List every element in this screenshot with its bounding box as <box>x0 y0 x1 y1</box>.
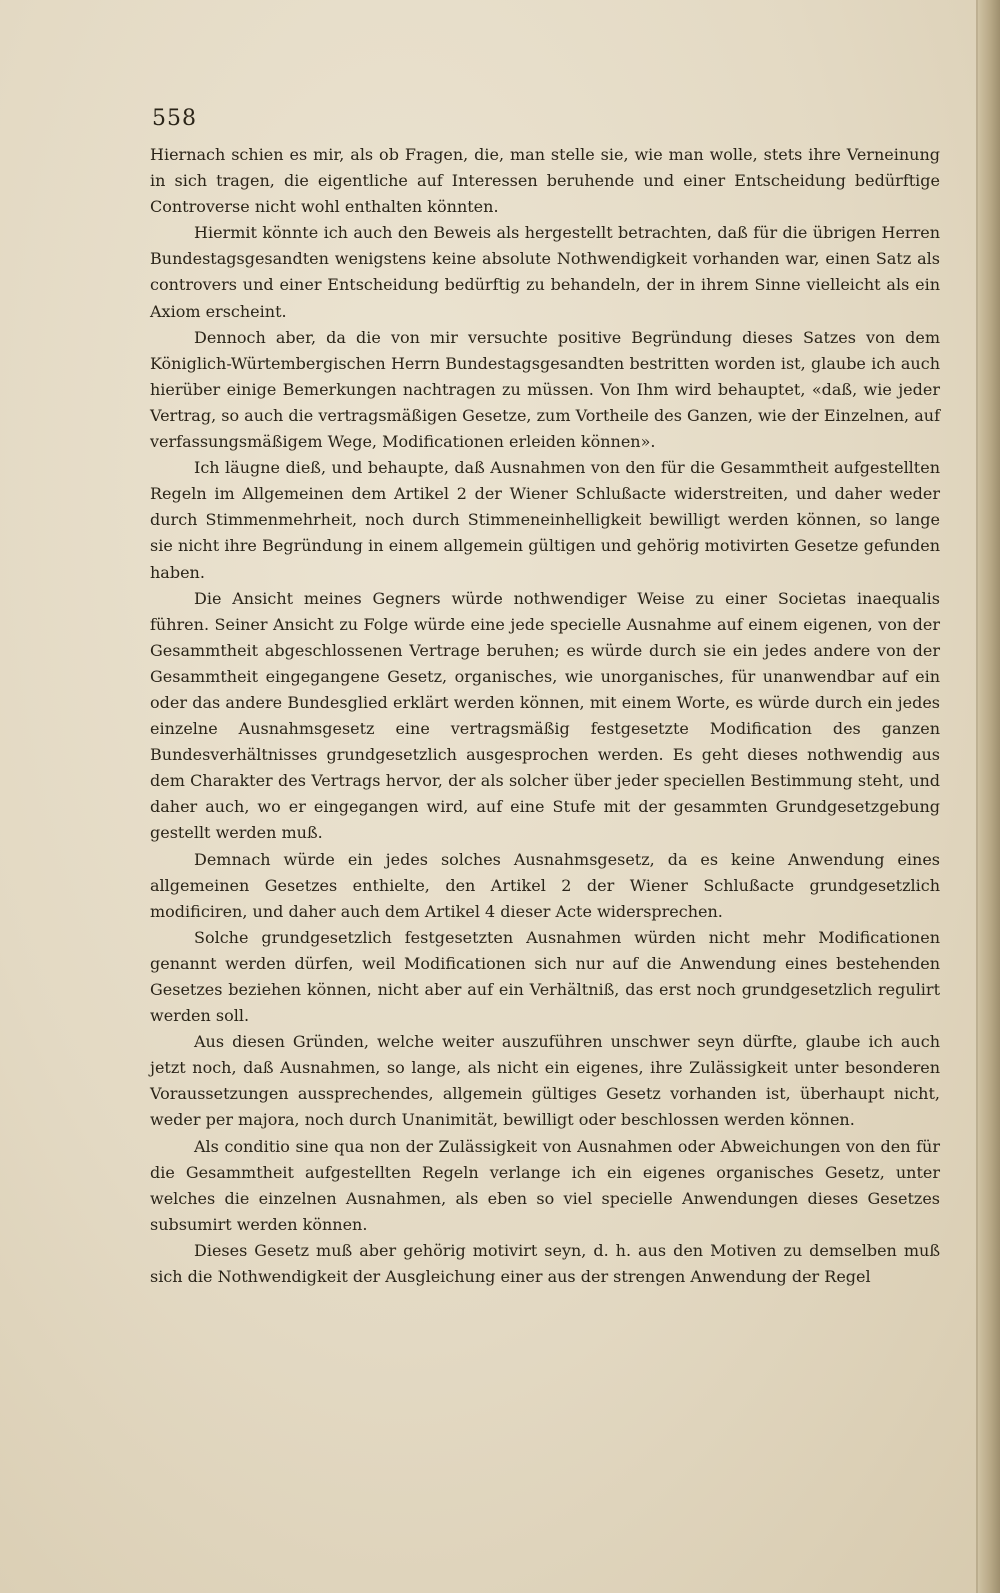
page-edge <box>978 0 1000 1593</box>
paragraph-10: Dieses Gesetz muß aber gehörig motivirt seyn, d. h. aus den Motiven zu demselben muß sich die Nothwendigkeit der Ausgleichung einer aus der strengen Anwendung der Regel <box>150 1240 940 1287</box>
paragraph-3: Dennoch aber, da die von mir versuchte positive Begründung dieses Satzes von dem Königlich-Würtembergischen Herrn Bundestagsgesandten bestritten worden ist, glaube ich auch hierüber einige Bemerkungen nachtragen zu müssen. Von Ihm wird behauptet, «daß, wie jeder Vertrag, so auch die vertragsmäßigen Gesetze, zum Vortheile des Ganzen, wie der Einzelnen, auf verfassungsmäßigem Wege, Modificationen erleiden können». <box>150 327 940 452</box>
paragraph-4: Ich läugne dieß, und behaupte, daß Ausnahmen von den für die Gesammtheit aufgestellten Regeln im Allgemeinen dem Artikel 2 der Wiener Schlußacte widerstreiten, und daher weder durch Stimmenmehrheit, noch durch Stimmeneinhelligkeit bewilligt werden können, so lange sie nicht ihre Begründung in einem allgemein gültigen und gehörig motivirten Gesetze gefunden haben. <box>150 458 940 582</box>
paragraph-8: Aus diesen Gründen, welche weiter auszuführen unschwer seyn dürfte, glaube ich auch jetzt noch, daß Ausnahmen, so lange, als nicht ein eigenes, ihre Zulässigkeit unter besonderen Voraussetzungen aussprechendes, allgemein gültiges Gesetz vorhanden ist, überhaupt nicht, weder per majora, noch durch Unanimität, bewilligt oder beschlossen werden können. <box>150 1032 940 1130</box>
paragraph-5: Die Ansicht meines Gegners würde nothwendiger Weise zu einer Societas inaequalis führen. Seiner Ansicht zu Folge würde eine jede specielle Ausnahme auf einem eigenen, von der Gesammtheit abgeschlossenen Vertrage beruhen; es würde durch sie ein jedes andere von der Gesammtheit eingegangene Gesetz, organisches, wie unorganisches, für unanwendbar auf ein oder das andere Bundesglied erklärt werden können, mit einem Worte, es würde durch ein jedes einzelne Ausnahmsgesetz eine vertragsmäßig festgesetzte Modification des ganzen Bundesverhältnisses grundgesetzlich ausgesprochen werden. Es geht dieses nothwendig aus dem Charakter des Vertrags hervor, der als solcher über jeder speciellen Bestimmung steht, und daher auch, wo er eingegangen wird, auf eine Stufe mit der gesammten Grundgesetzgebung gestellt werden muß. <box>150 588 940 843</box>
paragraph-1: Hiernach schien es mir, als ob Fragen, die, man stelle sie, wie man wolle, stets ihre Verneinung in sich tragen, die eigentliche auf Interessen beruhende und einer Entscheidung bedürftige Controverse nicht wohl enthalten könnten. <box>150 145 940 217</box>
paragraph-2: Hiermit könnte ich auch den Beweis als hergestellt betrachten, daß für die übrigen Herren Bundestagsgesandten wenigstens keine absolute Nothwendigkeit vorhanden war, einen Satz als controvers und einer Entscheidung bedürftig zu behandeln, der in ihrem Sinne vielleicht als ein Axiom erscheint. <box>150 223 940 321</box>
page-number: 558 <box>152 106 197 131</box>
paragraph-9: Als conditio sine qua non der Zulässigkeit von Ausnahmen oder Abweichungen von den für die Gesammtheit aufgestellten Regeln verlange ich ein eigenes organisches Gesetz, unter welches die einzelnen Ausnahmen, als eben so viel specielle Anwendungen dieses Gesetzes subsumirt werden können. <box>150 1136 940 1234</box>
paragraph-7: Solche grundgesetzlich festgesetzten Ausnahmen würden nicht mehr Modificationen genannt werden dürfen, weil Modificationen sich nur auf die Anwendung eines bestehenden Gesetzes beziehen können, nicht aber auf ein Verhältniß, das erst noch grundgesetzlich regulirt werden soll. <box>150 927 940 1026</box>
body-text <box>150 142 940 1290</box>
paragraph-6: Demnach würde ein jedes solches Ausnahmsgesetz, da es keine Anwendung eines allgemeinen Gesetzes enthielte, den Artikel 2 der Wiener Schlußacte grundgesetzlich modificiren, und daher auch dem Artikel 4 dieser Acte widersprechen. <box>150 849 940 921</box>
